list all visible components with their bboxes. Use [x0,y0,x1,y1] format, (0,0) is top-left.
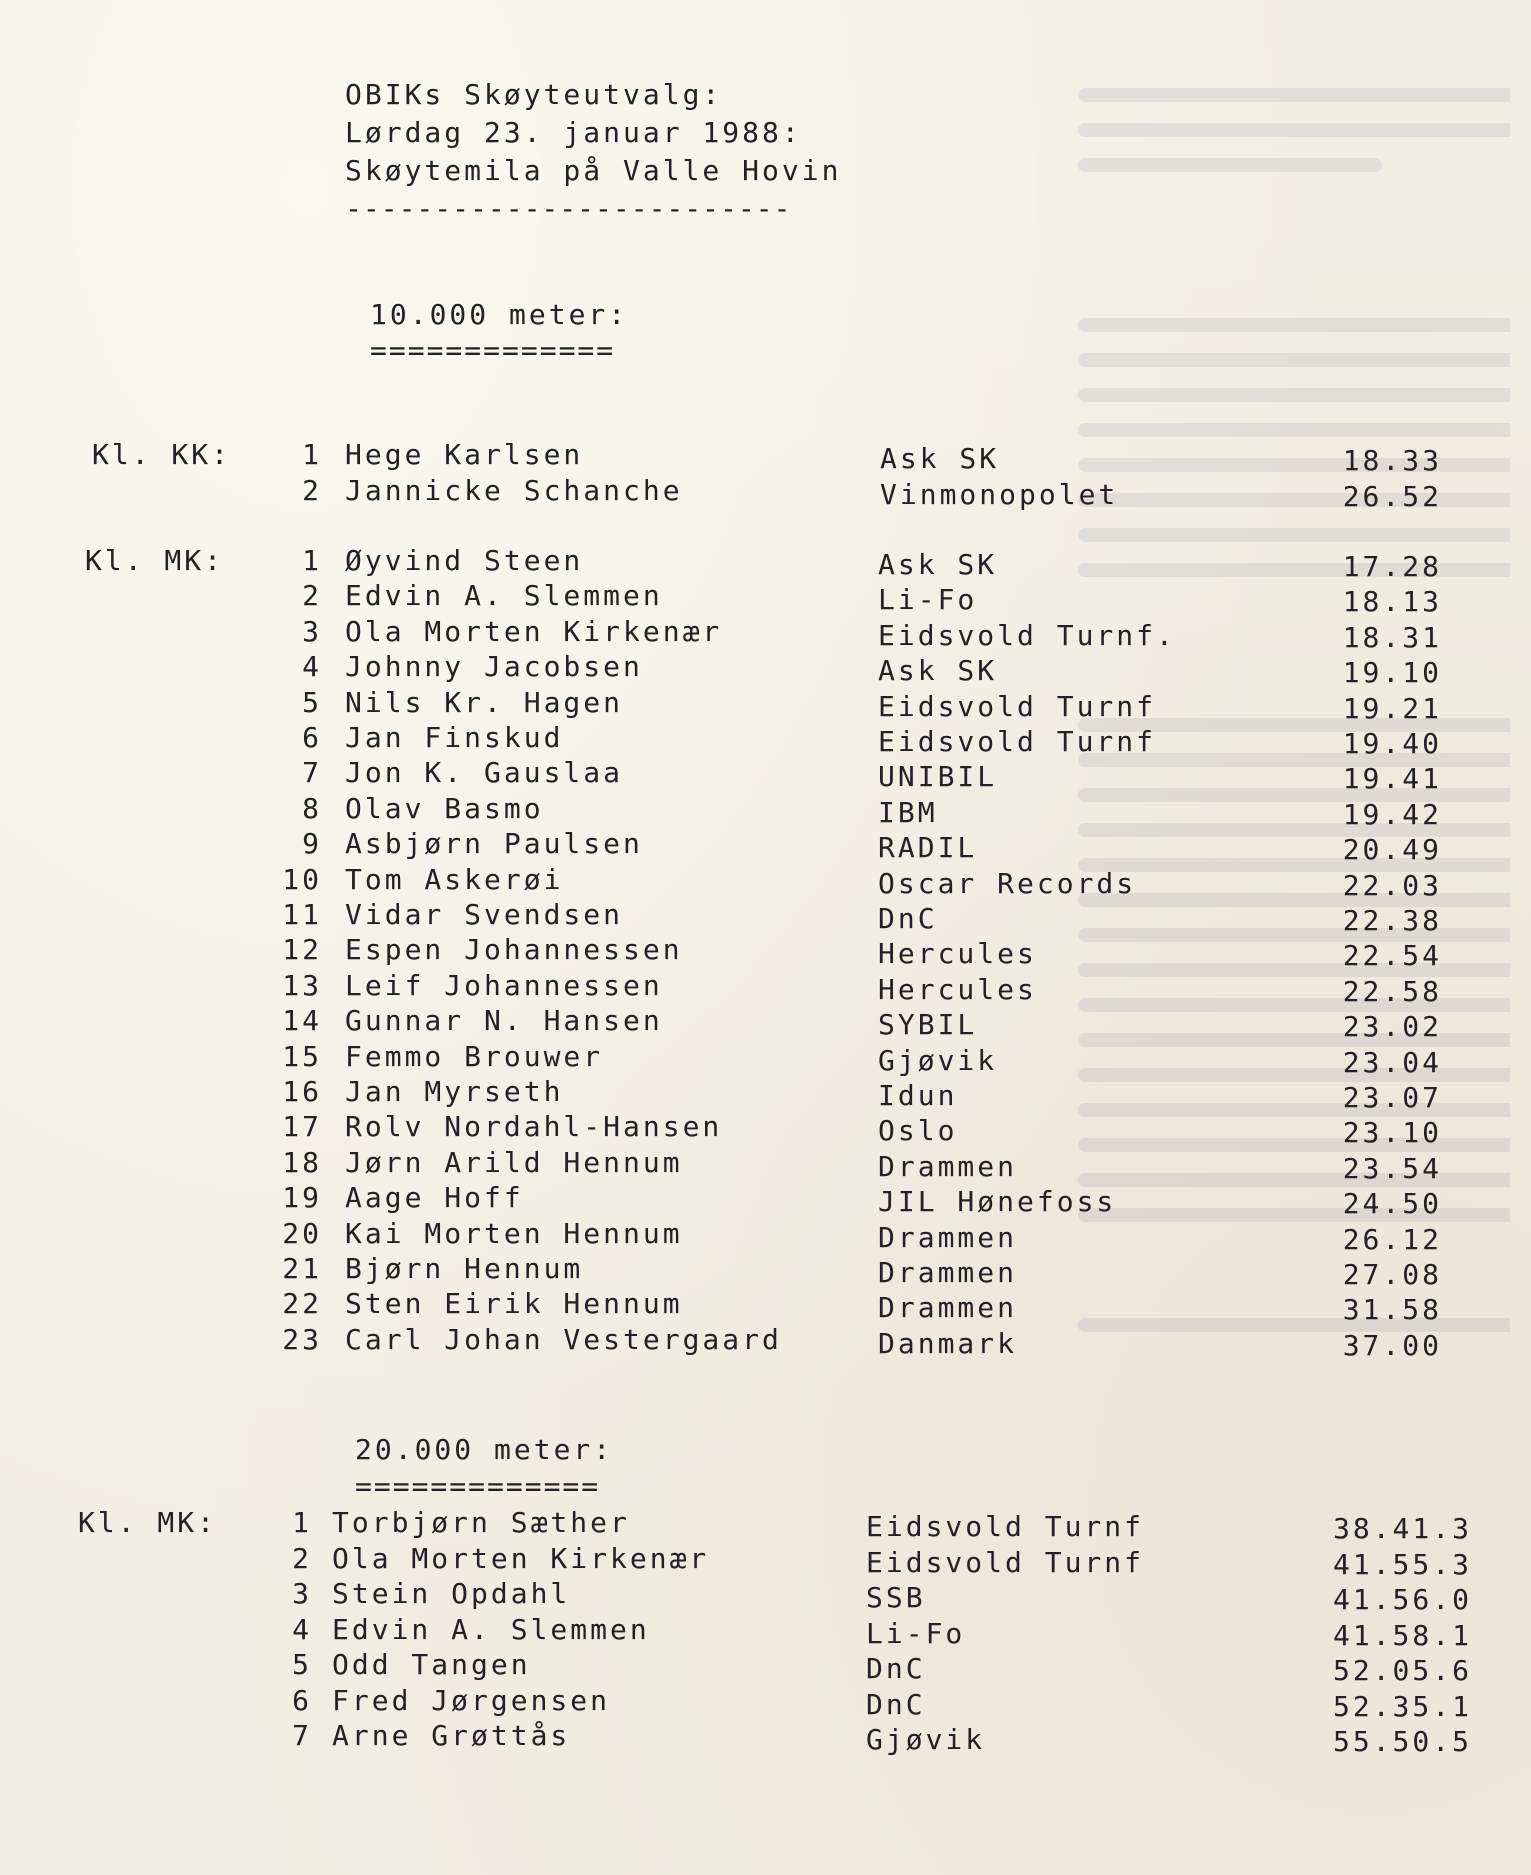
result-club: Idun [878,1079,958,1112]
result-club: Drammen [878,1220,1018,1254]
result-time: 38.41.3 [1332,1512,1472,1545]
result-name: Tom Askerøi [345,862,564,896]
result-club: Vinmonopolet [880,478,1119,511]
result-place: 1 [302,438,322,471]
result-name: Torbjørn Sæther [332,1506,630,1539]
result-club: Eidsvold Turnf [866,1510,1145,1543]
result-time: 19.41 [1342,762,1442,796]
result-place: 14 [282,1004,322,1038]
result-club: UNIBIL [878,760,998,794]
result-place: 4 [292,1612,312,1646]
result-place: 23 [282,1322,322,1356]
class-label-kk: Kl. KK: [92,438,232,471]
result-time: 31.58 [1342,1293,1442,1327]
result-club: Danmark [878,1326,1018,1360]
result-time: 23.04 [1342,1045,1442,1079]
result-time: 23.02 [1342,1010,1442,1044]
result-time: 23.07 [1342,1081,1442,1114]
header-underline: ------------------------- [345,192,792,225]
class-label-mk-10k: Kl. MK: [85,544,225,577]
result-club: Hercules [878,972,1037,1006]
result-time: 22.03 [1342,868,1442,902]
result-club: DnC [866,1652,926,1685]
result-name: Sten Eirik Hennum [345,1287,683,1321]
result-time: 27.08 [1342,1258,1442,1291]
result-place: 2 [302,474,322,507]
result-time: 23.10 [1342,1116,1442,1150]
result-place: 2 [302,579,322,613]
result-place: 20 [282,1216,322,1250]
event-name: Skøytemila på Valle Hovin [345,154,842,187]
result-club: SYBIL [878,1008,978,1042]
result-name: Jannicke Schanche [345,474,683,507]
result-time: 22.58 [1342,974,1442,1008]
result-club: Eidsvold Turnf [878,725,1157,758]
result-place: 11 [282,898,322,931]
result-club: Hercules [878,937,1037,971]
result-place: 16 [282,1075,322,1108]
result-club: DnC [866,1687,926,1721]
result-time: 19.42 [1342,797,1442,831]
result-place: 6 [302,721,322,754]
result-time: 18.33 [1342,444,1442,477]
section-underline-10k: ============= [370,334,616,367]
result-name: Aage Hoff [345,1181,524,1215]
result-place: 1 [302,544,322,577]
result-club: Drammen [878,1149,1018,1183]
result-name: Arne Grøttås [332,1719,571,1752]
result-club: SSB [866,1581,926,1614]
result-place: 8 [302,791,322,825]
section-heading-10k: 10.000 meter: [370,298,629,331]
result-club: Gjøvik [866,1723,986,1756]
result-name: Johnny Jacobsen [345,650,643,684]
result-name: Olav Basmo [345,791,544,825]
result-place: 5 [302,685,322,719]
result-name: Carl Johan Vestergaard [345,1322,782,1356]
result-place: 7 [302,756,322,790]
result-place: 22 [282,1287,322,1321]
result-name: Asbjørn Paulsen [345,827,643,861]
result-club: DnC [878,902,938,935]
result-club: Oscar Records [878,866,1137,900]
result-time: 20.49 [1342,833,1442,867]
result-place: 13 [282,968,322,1002]
section-heading-20k: 20.000 meter: [355,1433,614,1466]
result-name: Gunnar N. Hansen [345,1004,663,1038]
result-time: 19.40 [1342,727,1442,760]
result-time: 26.12 [1342,1222,1442,1256]
result-time: 22.38 [1342,904,1442,937]
result-club: Ask SK [878,548,998,581]
result-name: Edvin A. Slemmen [332,1612,650,1646]
result-place: 5 [292,1648,312,1681]
result-name: Jan Myrseth [345,1075,564,1108]
result-name: Fred Jørgensen [332,1683,611,1717]
result-place: 2 [292,1541,312,1575]
result-time: 55.50.5 [1332,1725,1472,1758]
result-time: 52.35.1 [1332,1689,1472,1723]
result-place: 18 [282,1145,322,1179]
result-name: Jan Finskud [345,721,564,754]
result-club: Eidsvold Turnf [866,1545,1145,1579]
result-time: 41.56.0 [1332,1583,1472,1616]
result-club: Oslo [878,1114,958,1148]
result-name: Nils Kr. Hagen [345,685,624,719]
result-time: 52.05.6 [1332,1654,1472,1687]
result-time: 19.21 [1342,691,1442,725]
result-place: 4 [302,650,322,684]
result-time: 17.28 [1342,550,1442,583]
result-name: Ola Morten Kirkenær [345,614,723,648]
result-club: JIL Hønefoss [878,1185,1117,1219]
result-time: 19.10 [1342,656,1442,690]
result-name: Jon K. Gauslaa [345,756,624,790]
result-name: Bjørn Hennum [345,1252,584,1285]
result-name: Øyvind Steen [345,544,584,577]
result-club: Ask SK [880,442,1000,475]
result-club: Li-Fo [866,1616,966,1650]
result-place: 7 [292,1719,312,1752]
page-title: OBIKs Skøyteutvalg: [345,78,723,111]
result-time: 23.54 [1342,1151,1442,1185]
result-time: 26.52 [1342,480,1442,513]
class-label-mk-20k: Kl. MK: [78,1506,218,1539]
result-name: Rolv Nordahl-Hansen [345,1110,723,1144]
result-club: Drammen [878,1291,1018,1325]
result-time: 37.00 [1342,1328,1442,1362]
result-time: 24.50 [1342,1187,1442,1221]
result-time: 18.31 [1342,620,1442,654]
result-club: Eidsvold Turnf [878,689,1157,723]
result-name: Espen Johannessen [345,933,683,967]
result-time: 41.58.1 [1332,1618,1472,1652]
result-name: Ola Morten Kirkenær [332,1541,710,1575]
result-club: Gjøvik [878,1043,998,1077]
result-place: 15 [282,1039,322,1073]
result-place: 17 [282,1110,322,1144]
result-place: 21 [282,1252,322,1285]
result-name: Edvin A. Slemmen [345,579,663,613]
result-name: Jørn Arild Hennum [345,1145,683,1179]
result-name: Leif Johannessen [345,968,663,1002]
result-club: RADIL [878,831,978,865]
result-club: IBM [878,795,938,829]
result-club: Li-Fo [878,583,978,617]
result-name: Femmo Brouwer [345,1039,604,1073]
result-place: 3 [292,1577,312,1610]
result-place: 1 [292,1506,312,1539]
result-place: 3 [302,614,322,648]
result-name: Stein Opdahl [332,1577,571,1610]
result-place: 6 [292,1683,312,1717]
event-date: Lørdag 23. januar 1988: [345,116,802,149]
result-time: 41.55.3 [1332,1547,1472,1581]
result-place: 12 [282,933,322,967]
result-club: Ask SK [878,654,998,688]
result-name: Vidar Svendsen [345,898,624,931]
result-name: Odd Tangen [332,1648,531,1681]
result-name: Kai Morten Hennum [345,1216,683,1250]
result-place: 10 [282,862,322,896]
result-place: 19 [282,1181,322,1215]
result-name: Hege Karlsen [345,438,584,471]
result-time: 18.13 [1342,585,1442,619]
result-time: 22.54 [1342,939,1442,973]
result-club: Drammen [878,1256,1018,1289]
section-underline-20k: ============= [355,1470,601,1503]
result-club: Eidsvold Turnf. [878,618,1176,652]
result-place: 9 [302,827,322,861]
